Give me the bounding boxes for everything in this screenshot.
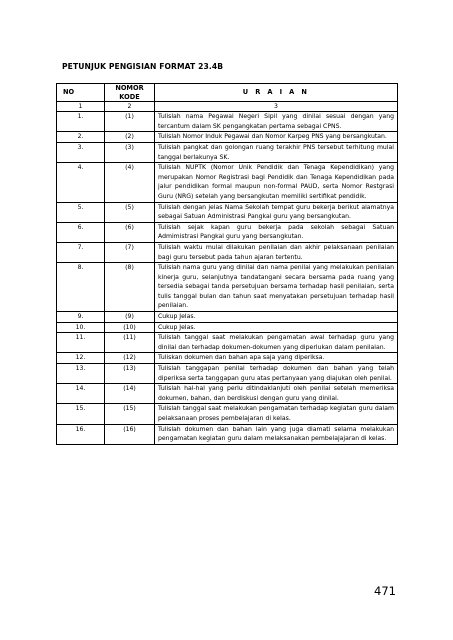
row-code: (12) <box>105 353 155 364</box>
row-description: Tulislah tanggapan penilai terhadap dokumen dan bahan yang telah diperiksa serta tanggapan guru atas pertanyaan yang diajukan oleh penilai. <box>155 364 398 384</box>
table-row <box>57 424 398 444</box>
row-code: (10) <box>105 322 155 333</box>
table-row <box>57 263 398 312</box>
table-row <box>57 132 398 143</box>
table-row <box>57 312 398 323</box>
table-row <box>57 322 398 333</box>
row-number: 2. <box>57 132 105 143</box>
row-description: Tulislah sejak kapan guru bekerja pada sekolah sebagai Satuan Admimistrasi Pangkal guru yang bersangkutan. <box>155 222 398 242</box>
row-number: 1. <box>57 112 105 132</box>
row-code: (16) <box>105 424 155 444</box>
row-code: (9) <box>105 312 155 323</box>
table-row <box>57 404 398 424</box>
table-header-row <box>57 84 398 102</box>
row-code: (2) <box>105 132 155 143</box>
row-code: (15) <box>105 404 155 424</box>
table-row <box>57 163 398 202</box>
row-number: 11. <box>57 333 105 353</box>
table-row <box>57 353 398 364</box>
row-code: (11) <box>105 333 155 353</box>
table-row <box>57 202 398 222</box>
table-row <box>57 112 398 132</box>
row-description: Tulislah NUPTK (Nomor Unik Pendidik dan Tenaga Kependidikan) yang merupakan Nomor Registrasi bagi Pendidik dan Tenaga Kependidikan pada jalur pendidikan formal maupun non-formal PAUD, serta Nomor Restgrasi Guru (NRG) setelah yang bersangkutan memiliki sertifikat pendidik. <box>155 163 398 202</box>
row-description: Tulislah hal-hal yang perlu ditindaklanjuti oleh penilai setelah memeriksa dokumen, bahan, dan berdiskusi dengan guru yang dinilai. <box>155 384 398 404</box>
row-number: 14. <box>57 384 105 404</box>
header-uraian: U R A I A N <box>155 84 398 102</box>
row-code: (5) <box>105 202 155 222</box>
row-description: Tulislah dengan jelas Nama Sekolah tempat guru bekerja berikut alamatnya sebagai Satuan Administrasi Pangkal guru yang bersangkutan. <box>155 202 398 222</box>
column-number: 3 <box>155 102 398 112</box>
row-number: 8. <box>57 263 105 312</box>
row-number: 4. <box>57 163 105 202</box>
row-number: 7. <box>57 242 105 262</box>
row-description: Tulislah waktu mulai dilakukan penilaian dan akhir pelaksanaan penilaian bagi guru tersebut pada tahun ajaran tertentu. <box>155 242 398 262</box>
row-number: 3. <box>57 142 105 162</box>
row-description: Tulislah nama Pegawai Negeri Sipil yang dinilai sesuai dengan yang tercantum dalam SK pengangkatan pertama sebagai CPNS. <box>155 112 398 132</box>
table-row <box>57 384 398 404</box>
row-code: (14) <box>105 384 155 404</box>
table-row <box>57 222 398 242</box>
header-no: NO <box>57 84 105 102</box>
row-number: 6. <box>57 222 105 242</box>
table-row <box>57 364 398 384</box>
column-number: 2 <box>105 102 155 112</box>
row-code: (4) <box>105 163 155 202</box>
table-row <box>57 333 398 353</box>
row-number: 5. <box>57 202 105 222</box>
row-code: (1) <box>105 112 155 132</box>
row-description: Tulislah dokumen dan bahan lain yang juga diamati selama melakukan pengamatan kegiatan guru dalam melaksanakan pembelajajaran di kelas. <box>155 424 398 444</box>
page-number: 471 <box>374 584 396 598</box>
instructions-table <box>56 83 398 445</box>
row-description: Cukup Jelas. <box>155 322 398 333</box>
row-code: (6) <box>105 222 155 242</box>
table-row <box>57 242 398 262</box>
table-body <box>57 112 398 445</box>
header-nomor-kode: NOMOR KODE <box>105 84 155 102</box>
row-number: 16. <box>57 424 105 444</box>
row-number: 13. <box>57 364 105 384</box>
row-description: Tulislah Nomor Induk Pegawai dan Nomor Karpeg PNS yang bersangkutan. <box>155 132 398 143</box>
row-number: 10. <box>57 322 105 333</box>
row-description: Tulislah nama guru yang dinilai dan nama penilai yang melakukan penilaian kinerja guru, selanjutnya tandatangani secara bersama pada ruang yang tersedia sebagai tanda persetujuan bersama terhadap hasil penilaian, serta tulis tanggal bulan dan tahun saat menyatakan persetujuan terhadap hasil penilaian. <box>155 263 398 312</box>
row-code: (3) <box>105 142 155 162</box>
row-description: Tuliskan dokumen dan bahan apa saja yang diperiksa. <box>155 353 398 364</box>
row-description: Cukup Jelas. <box>155 312 398 323</box>
row-number: 9. <box>57 312 105 323</box>
row-number: 15. <box>57 404 105 424</box>
row-code: (8) <box>105 263 155 312</box>
column-number: 1 <box>57 102 105 112</box>
table-row <box>57 142 398 162</box>
row-description: Tulislah tanggal saat melakukan pengamatan awal terhadap guru yang dinilai dan terhadap dokumen-dokumen yang diperlukan dalam penilaian. <box>155 333 398 353</box>
row-number: 12. <box>57 353 105 364</box>
document-title: PETUNJUK PENGISIAN FORMAT 23.4B <box>62 62 224 71</box>
column-numbering-row <box>57 102 398 112</box>
row-description: Tulislah pangkat dan golongan ruang terakhir PNS tersebut terhitung mulai tanggal berlakunya SK. <box>155 142 398 162</box>
row-code: (13) <box>105 364 155 384</box>
row-description: Tulislah tanggal saat melakukan pengamatan terhadap kegiatan guru dalam pelaksanaan proses pembelajaran di kelas. <box>155 404 398 424</box>
row-code: (7) <box>105 242 155 262</box>
